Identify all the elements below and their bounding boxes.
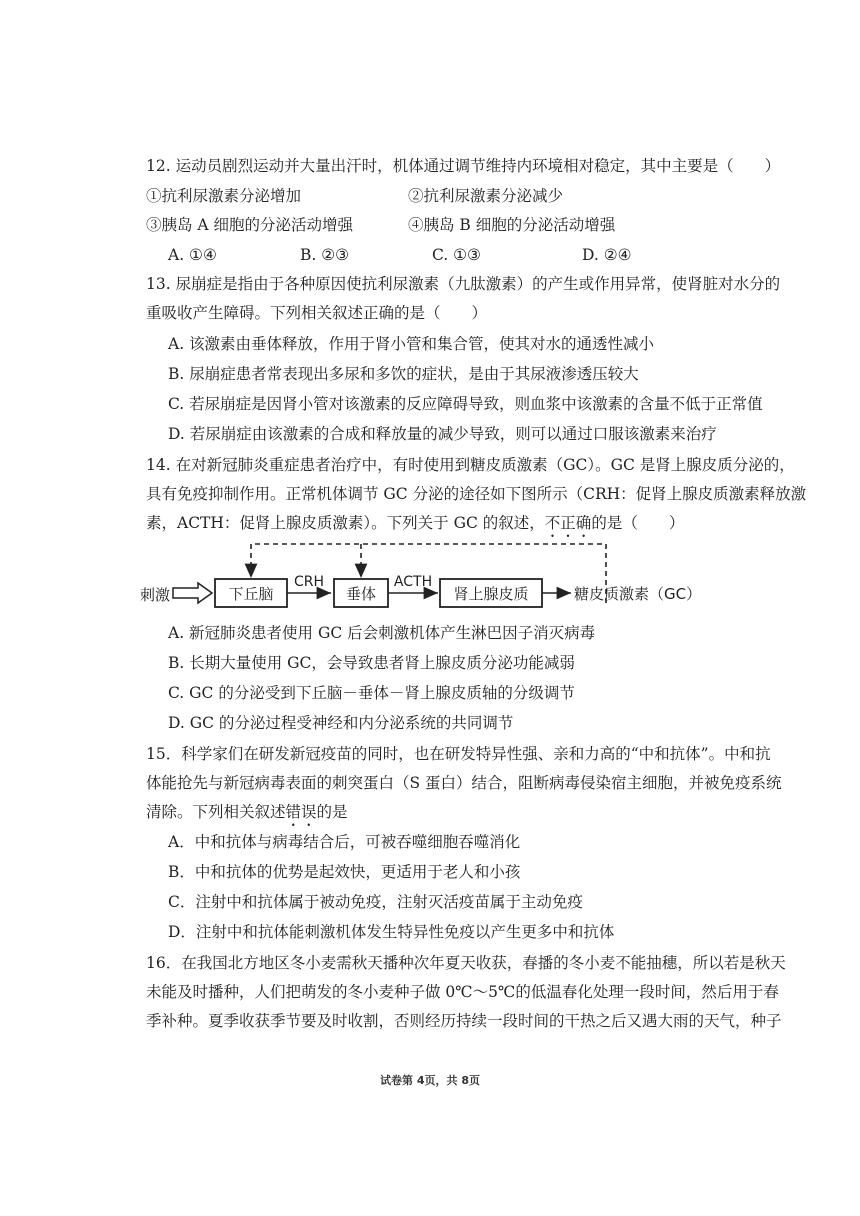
q14-option-d: D. GC 的分泌过程受神经和内分泌系统的共同调节 bbox=[168, 714, 514, 732]
q13-option-b: B. 尿崩症患者常表现出多尿和多饮的症状，是由于其尿液渗透压较大 bbox=[168, 365, 639, 383]
hollow-arrow bbox=[173, 583, 212, 603]
emphasis-char: 确 bbox=[575, 514, 592, 532]
q12-option-b: B. ②③ bbox=[300, 246, 350, 264]
q14-stem-pre: 素，ACTH：促肾上腺皮质激素）。下列关于 GC 的叙述， bbox=[146, 514, 545, 532]
q12-statement-2: ②抗利尿激素分泌减少 bbox=[408, 187, 564, 205]
emphasis-char: 不 bbox=[544, 514, 561, 532]
q12-statement-3: ③胰岛 A 细胞的分泌活动增强 bbox=[146, 216, 354, 234]
q15-option-b: B．中和抗体的优势是起效快，更适用于老人和小孩 bbox=[168, 863, 521, 881]
gc-label: 糖皮质激素（GC） bbox=[574, 585, 702, 603]
q16-line-2: 未能及时播种，人们把萌发的冬小麦种子做 0℃～5℃的低温春化处理一段时间，然后用于春 bbox=[146, 983, 779, 1001]
q13-stem-line-1: 13. 尿崩症是指由于各种原因使抗利尿激素（九肽激素）的产生或作用异常，使肾脏对水分的 bbox=[146, 275, 781, 293]
q15-option-c: C．注射中和抗体属于被动免疫，注射灭活疫苗属于主动免疫 bbox=[168, 893, 583, 911]
emphasis-char: 正 bbox=[560, 514, 576, 532]
q12-statement-1: ①抗利尿激素分泌增加 bbox=[146, 187, 302, 205]
q13-option-a: A. 该激素由垂体释放，作用于肾小管和集合管，使其对水的通透性减小 bbox=[168, 335, 655, 353]
q15-stem-pre: 清除。下列相关叙述 bbox=[146, 803, 286, 821]
q16-line-3: 季补种。夏季收获季节要及时收割，否则经历持续一段时间的干热之后又遇大雨的天气，种子 bbox=[146, 1012, 782, 1030]
q13-option-c: C. 若尿崩症是因肾小管对该激素的反应障碍导致，则血浆中该激素的含量不低于正常值 bbox=[168, 395, 763, 413]
q12-option-a: A. ①④ bbox=[168, 246, 217, 264]
q14-option-a: A. 新冠肺炎患者使用 GC 后会刺激机体产生淋巴因子消灭病毒 bbox=[168, 624, 596, 642]
crh-label: CRH bbox=[293, 574, 325, 590]
q16-line-1: 16．在我国北方地区冬小麦需秋天播种次年夏天收获，春播的冬小麦不能抽穗，所以若是秋天 bbox=[146, 954, 786, 972]
q12-option-d: D. ②④ bbox=[582, 246, 632, 264]
q15-stem-post: 的是 bbox=[316, 803, 348, 821]
q13-option-d: D. 若尿崩症由该激素的合成和释放量的减少导致，则可以通过口服该激素来治疗 bbox=[168, 425, 717, 443]
q14-stem-line-2: 具有免疫抑制作用。正常机体调节 GC 分泌的途径如下图所示（CRH：促肾上腺皮质激素释放激 bbox=[146, 485, 807, 503]
q14-stem-post: 的是（ ） bbox=[591, 514, 685, 532]
q12-statement-4: ④胰岛 B 细胞的分泌活动增强 bbox=[408, 216, 616, 234]
pituitary-label: 垂体 bbox=[345, 585, 377, 603]
page-footer: 试卷第 4页，共 8页 bbox=[380, 1074, 480, 1087]
adrenal-cortex-label: 肾上腺皮质 bbox=[453, 585, 529, 603]
emphasis-char: 误 bbox=[301, 803, 317, 821]
q13-stem-line-2: 重吸收产生障碍。下列相关叙述正确的是（ ） bbox=[146, 304, 488, 322]
q15-stem-line-3 bbox=[146, 802, 348, 822]
q12-option-c: C. ①③ bbox=[432, 246, 481, 264]
q14-stem-line-3 bbox=[146, 513, 684, 533]
q14-option-b: B. 长期大量使用 GC，会导致患者肾上腺皮质分泌功能减弱 bbox=[168, 654, 575, 672]
acth-label: ACTH bbox=[393, 574, 433, 590]
stimulus-label: 刺激 bbox=[140, 586, 171, 604]
q15-stem-line-2: 体能抢先与新冠病毒表面的刺突蛋白（S 蛋白）结合，阻断病毒侵染宿主细胞，并被免疫系统 bbox=[146, 774, 782, 792]
q15-option-a: A．中和抗体与病毒结合后，可被吞噬细胞吞噬消化 bbox=[168, 833, 521, 851]
hormone-regulation-diagram bbox=[0, 536, 860, 636]
emphasis-char: 错 bbox=[285, 803, 302, 821]
q15-option-d: D．注射中和抗体能刺激机体发生特异性免疫以产生更多中和抗体 bbox=[168, 923, 615, 941]
q15-stem-line-1: 15．科学家们在研发新冠疫苗的同时，也在研发特异性强、亲和力高的“中和抗体”。中和抗 bbox=[146, 745, 771, 763]
hypothalamus-label: 下丘脑 bbox=[228, 585, 274, 603]
q14-option-c: C. GC 的分泌受到下丘脑－垂体－肾上腺皮质轴的分级调节 bbox=[168, 684, 575, 702]
q12-stem: 12. 运动员剧烈运动并大量出汗时，机体通过调节维持内环境相对稳定，其中主要是（ ） bbox=[146, 157, 781, 175]
q14-stem-line-1: 14. 在对新冠肺炎重症患者治疗中，有时使用到糖皮质激素（GC）。GC 是肾上腺皮质分泌的， bbox=[146, 456, 795, 474]
